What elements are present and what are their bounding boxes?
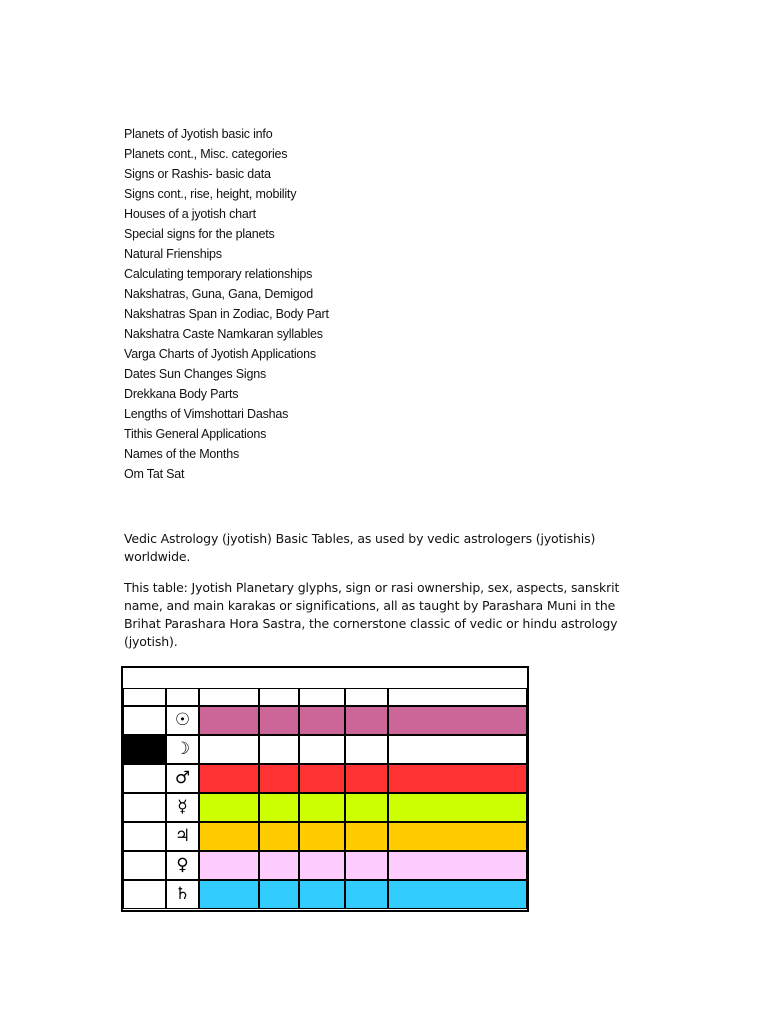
venus-glyph-icon: ♀: [176, 855, 189, 875]
toc-item[interactable]: Houses of a jyotish chart: [124, 207, 256, 221]
color-cell: [345, 735, 388, 764]
toc-item[interactable]: Dates Sun Changes Signs: [124, 367, 267, 381]
color-cell: [345, 706, 388, 735]
mercury-glyph-icon: ☿: [177, 797, 188, 817]
glyph-cell: [166, 851, 199, 880]
toc-item[interactable]: Planets of Jyotish basic info: [124, 127, 273, 141]
color-cell: [299, 880, 345, 909]
glyph-cell: [166, 793, 199, 822]
color-cell: [199, 706, 259, 735]
color-cell: [388, 706, 527, 735]
toc-item[interactable]: Varga Charts of Jyotish Applications: [124, 347, 316, 361]
toc-item[interactable]: Special signs for the planets: [124, 227, 275, 241]
toc-item[interactable]: Tithis General Applications: [124, 427, 267, 441]
color-cell: [199, 764, 259, 793]
toc-item[interactable]: Nakshatra Caste Namkaran syllables: [124, 327, 323, 341]
color-cell: [259, 822, 299, 851]
header-cell: [199, 688, 259, 706]
color-cell: [299, 764, 345, 793]
color-cell: [299, 851, 345, 880]
color-cell: [345, 851, 388, 880]
color-cell: [345, 793, 388, 822]
toc-item[interactable]: Drekkana Body Parts: [124, 387, 239, 401]
color-cell: [345, 764, 388, 793]
name-cell: [123, 764, 166, 793]
name-cell: [123, 793, 166, 822]
sun-glyph-icon: ☉: [174, 710, 191, 730]
color-cell: [259, 793, 299, 822]
glyph-cell: [166, 764, 199, 793]
glyph-cell: [166, 735, 199, 764]
planet-table: [121, 666, 529, 912]
color-cell: [388, 793, 527, 822]
color-cell: [388, 764, 527, 793]
toc-item[interactable]: Lengths of Vimshottari Dashas: [124, 407, 289, 421]
intro-paragraph: Vedic Astrology (jyotish) Basic Tables, as used by vedic astrologers (jyotishis) worldwide.: [124, 531, 596, 564]
color-cell: [259, 851, 299, 880]
name-cell: [123, 822, 166, 851]
jupiter-glyph-icon: ♃: [174, 826, 191, 846]
saturn-glyph-icon: ♄: [174, 884, 191, 904]
color-cell: [199, 880, 259, 909]
toc-item[interactable]: Natural Frienships: [124, 247, 222, 261]
toc-item[interactable]: Calculating temporary relationships: [124, 267, 313, 281]
table-of-contents: [124, 124, 329, 484]
header-cell: [388, 688, 527, 706]
color-cell: [199, 851, 259, 880]
toc-item[interactable]: Signs or Rashis- basic data: [124, 167, 271, 181]
toc-item[interactable]: Names of the Months: [124, 447, 240, 461]
color-cell: [259, 764, 299, 793]
name-cell: [123, 851, 166, 880]
header-cell: [123, 688, 166, 706]
color-cell: [388, 880, 527, 909]
glyph-cell: [166, 822, 199, 851]
toc-item[interactable]: Planets cont., Misc. categories: [124, 147, 288, 161]
color-cell: [388, 851, 527, 880]
toc-item[interactable]: Nakshatras, Guna, Gana, Demigod: [124, 287, 314, 301]
name-cell: [123, 706, 166, 735]
toc-item[interactable]: Om Tat Sat: [124, 467, 185, 481]
color-cell: [259, 706, 299, 735]
toc-item[interactable]: Nakshatras Span in Zodiac, Body Part: [124, 307, 329, 321]
header-cell: [259, 688, 299, 706]
name-cell: [123, 880, 166, 909]
glyph-cell: [166, 706, 199, 735]
color-cell: [199, 735, 259, 764]
mars-glyph-icon: ♂: [174, 768, 191, 788]
color-cell: [259, 880, 299, 909]
color-cell: [299, 793, 345, 822]
name-cell: [123, 735, 166, 764]
color-cell: [388, 735, 527, 764]
description-paragraph: This table: Jyotish Planetary glyphs, sign or rasi ownership, sex, aspects, sanskrit name, and main karakas or significations, all as taught by Parashara Muni in the Brihat Parashara Hora Sastra, the cornerstone classic of vedic or hindu astrology (jyotish).: [124, 580, 620, 649]
header-cell: [299, 688, 345, 706]
color-cell: [345, 880, 388, 909]
moon-glyph-icon: ☽: [174, 739, 191, 759]
color-cell: [345, 822, 388, 851]
toc-item[interactable]: Signs cont., rise, height, mobility: [124, 187, 297, 201]
color-cell: [259, 735, 299, 764]
color-cell: [388, 822, 527, 851]
color-cell: [299, 822, 345, 851]
color-cell: [199, 822, 259, 851]
color-cell: [299, 706, 345, 735]
glyph-cell: [166, 880, 199, 909]
color-cell: [199, 793, 259, 822]
header-cell: [166, 688, 199, 706]
header-cell: [345, 688, 388, 706]
color-cell: [299, 735, 345, 764]
